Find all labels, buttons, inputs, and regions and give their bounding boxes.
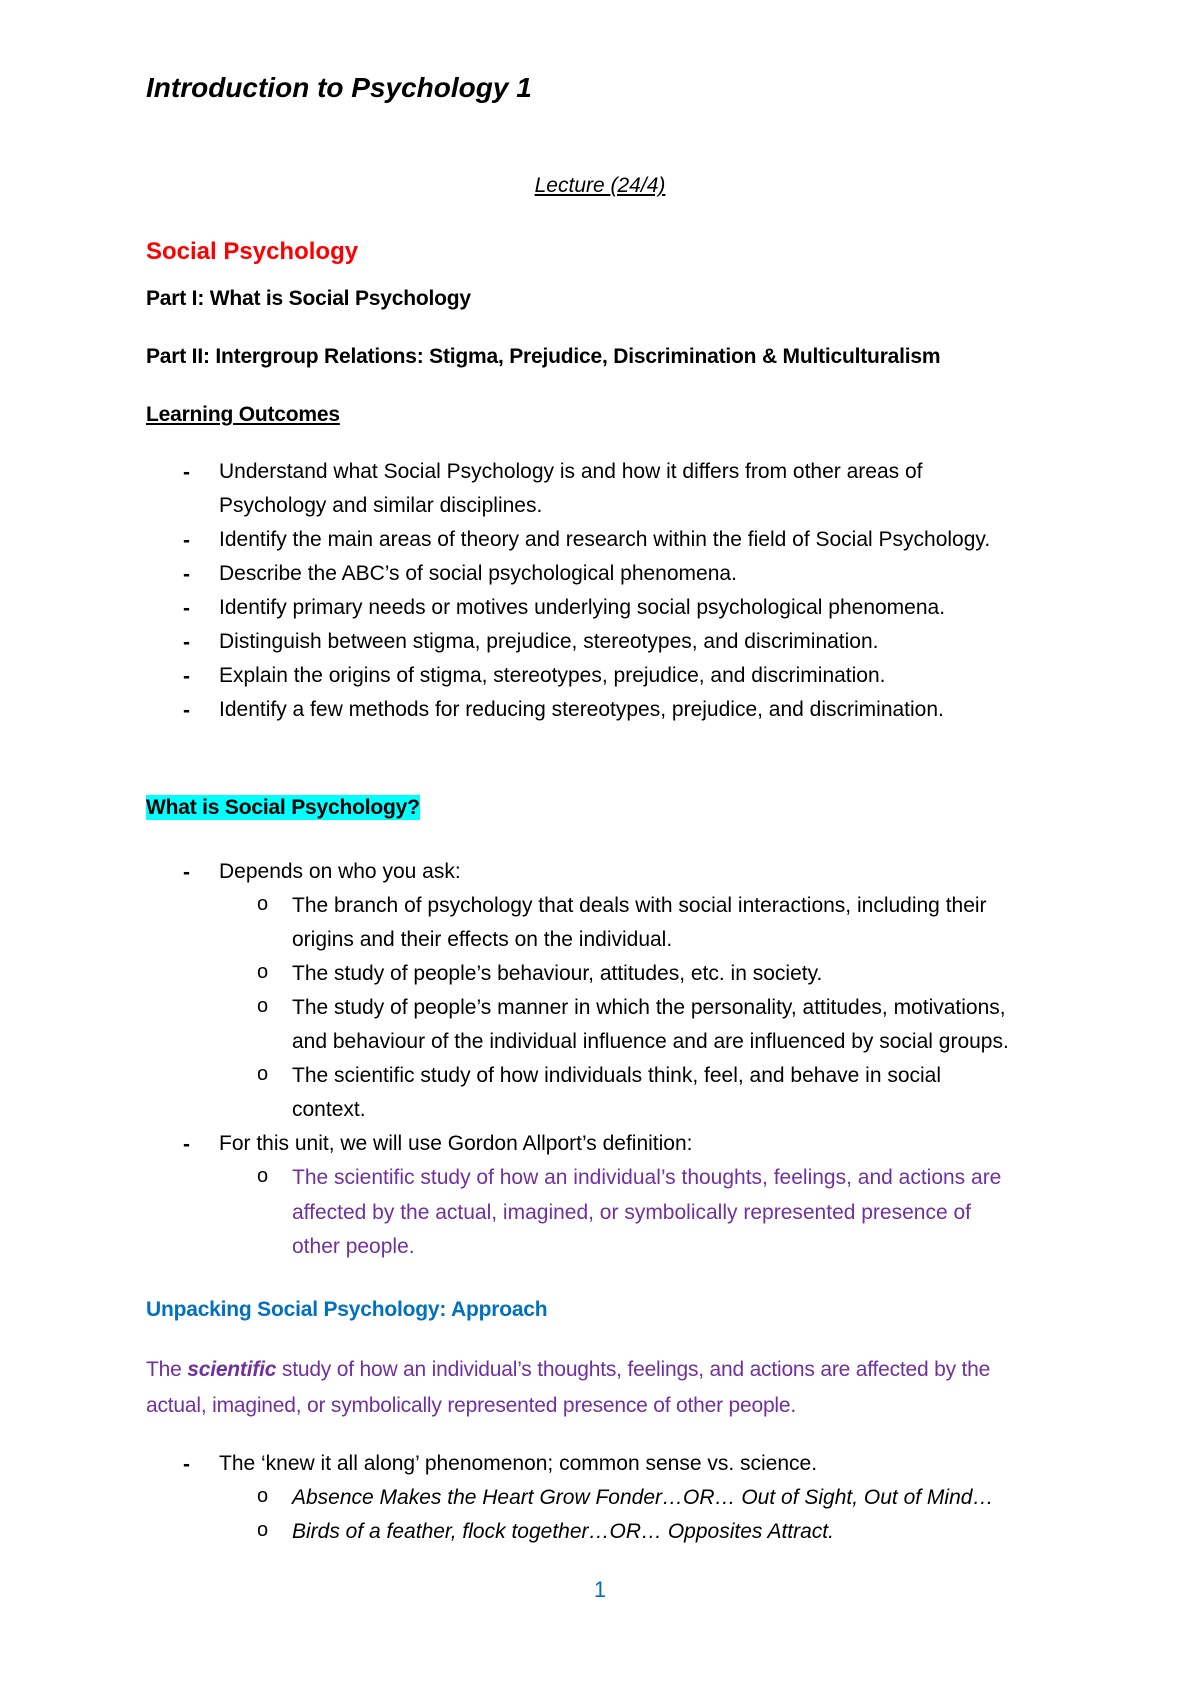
sub-list-item: The scientific study of how individuals think, feel, and behave in social [292, 1064, 942, 1087]
approach-rest: study of how an individual’s thoughts, feelings, and actions are affected by the [276, 1358, 991, 1381]
bullet-circle: o [257, 1063, 269, 1085]
bullet-dash: - [183, 1133, 190, 1156]
bullet-circle: o [257, 961, 269, 983]
part-one-heading: Part I: What is Social Psychology [146, 287, 471, 310]
saying-item: Absence Makes the Heart Grow Fonder…OR… Out of Sight, Out of Mind… [292, 1486, 994, 1509]
lecture-date: Lecture (24/4) [534, 174, 666, 197]
list-item: Understand what Social Psychology is and how it differs from other areas of [219, 460, 923, 483]
sub-list-item: The study of people’s behaviour, attitudes, etc. in society. [292, 962, 823, 985]
list-item: Identify a few methods for reducing stereotypes, prejudice, and discrimination. [219, 698, 944, 721]
allport-definition: The scientific study of how an individual’s thoughts, feelings, and actions are [292, 1166, 1002, 1189]
section-heading: Social Psychology [146, 238, 359, 265]
page-number: 1 [593, 1577, 607, 1602]
sub-list-item-continuation: origins and their effects on the individual. [292, 928, 673, 951]
list-item: Identify the main areas of theory and research within the field of Social Psychology. [219, 528, 991, 551]
bullet-circle: o [257, 995, 269, 1017]
bullet-dash: - [183, 1453, 190, 1476]
learning-outcomes-heading: Learning Outcomes [146, 403, 340, 426]
list-item: Distinguish between stigma, prejudice, stereotypes, and discrimination. [219, 630, 879, 653]
bullet-dash: - [183, 665, 190, 688]
list-item-continuation: Psychology and similar disciplines. [219, 494, 543, 517]
list-item: The ‘knew it all along’ phenomenon; common sense vs. science. [219, 1452, 818, 1475]
list-item: Identify primary needs or motives underlying social psychological phenomena. [219, 596, 946, 619]
bullet-circle: o [257, 1485, 269, 1507]
sub-list-item: The branch of psychology that deals with social interactions, including their [292, 894, 987, 917]
sub-list-item: The study of people’s manner in which the personality, attitudes, motivations, [292, 996, 1006, 1019]
part-two-heading: Part II: Intergroup Relations: Stigma, Prejudice, Discrimination & Multiculturalism [146, 345, 941, 368]
approach-paragraph-line2: actual, imagined, or symbolically represented presence of other people. [146, 1394, 797, 1417]
saying-item: Birds of a feather, flock together…OR… Opposites Attract. [292, 1520, 834, 1543]
bullet-dash: - [183, 563, 190, 586]
sub-list-item-continuation: context. [292, 1098, 366, 1121]
bullet-circle: o [257, 893, 269, 915]
bullet-dash: - [183, 461, 190, 484]
bullet-dash: - [183, 597, 190, 620]
list-item: For this unit, we will use Gordon Allport’s definition: [219, 1132, 693, 1155]
allport-definition-continuation: other people. [292, 1235, 415, 1258]
bullet-circle: o [257, 1519, 269, 1541]
what-is-heading [146, 791, 420, 825]
bullet-dash: - [183, 699, 190, 722]
bullet-circle: o [257, 1165, 269, 1187]
bullet-dash: - [183, 529, 190, 552]
bullet-dash: - [183, 631, 190, 654]
bullet-dash: - [183, 861, 190, 884]
list-item: Describe the ABC’s of social psychological phenomena. [219, 562, 737, 585]
approach-heading: Unpacking Social Psychology: Approach [146, 1298, 548, 1321]
sub-list-item-continuation: and behaviour of the individual influence and are influenced by social groups. [292, 1030, 1009, 1053]
list-item: Explain the origins of stigma, stereotypes, prejudice, and discrimination. [219, 664, 886, 687]
document-title: Introduction to Psychology 1 [146, 72, 532, 103]
allport-definition-continuation: affected by the actual, imagined, or symbolically represented presence of [292, 1201, 971, 1224]
approach-paragraph-line1 [146, 1353, 990, 1387]
list-item: Depends on who you ask: [219, 860, 461, 883]
approach-emphasis: scientific [187, 1358, 277, 1381]
highlighted-heading: What is Social Psychology? [146, 796, 420, 819]
approach-prefix: The [146, 1358, 188, 1381]
